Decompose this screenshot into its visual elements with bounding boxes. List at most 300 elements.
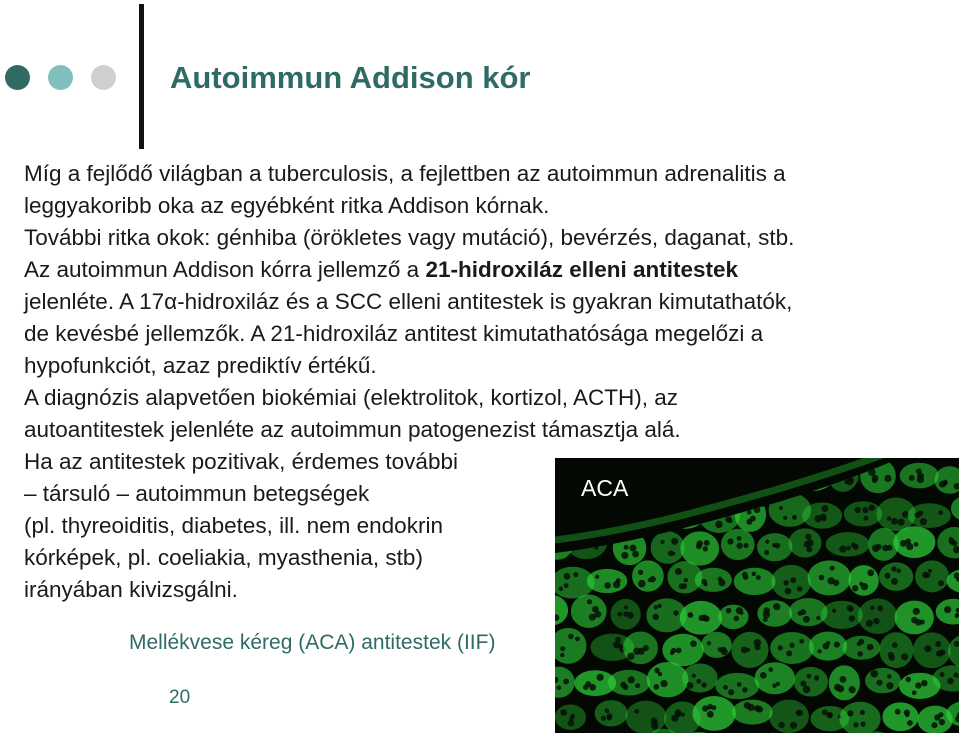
cell-nucleus xyxy=(886,545,892,551)
cell-nucleus xyxy=(800,681,806,687)
cell-cluster xyxy=(880,633,912,667)
cell-nucleus xyxy=(852,585,858,591)
cell-nucleus xyxy=(728,689,734,695)
cell-nucleus xyxy=(867,644,874,651)
cell-nucleus xyxy=(736,543,742,549)
body-text-segment: A diagnózis alapvetően biokémiai (elektrolitok, kortizol, ACTH), az xyxy=(24,385,679,410)
cell-nucleus xyxy=(637,504,641,508)
cell-nucleus xyxy=(763,617,768,622)
body-line xyxy=(24,254,944,286)
cell-nucleus xyxy=(876,680,882,686)
cell-nucleus xyxy=(696,679,701,684)
cell-nucleus xyxy=(834,641,840,647)
cell-nucleus xyxy=(935,641,941,647)
cell-nucleus xyxy=(805,534,811,540)
cell-nucleus xyxy=(859,582,863,586)
cell-nucleus xyxy=(798,611,803,616)
cell-nucleus xyxy=(920,518,927,525)
cell-nucleus xyxy=(940,672,945,677)
cell-nucleus xyxy=(566,499,570,503)
cell-nucleus xyxy=(627,612,634,619)
cell-nucleus xyxy=(931,722,937,728)
body-text-segment: de kevésbé jellemzők. A 21-hidroxiláz antitest kimutathatósága megelőzi a xyxy=(24,321,764,346)
cell-nucleus xyxy=(568,499,573,504)
cell-nucleus xyxy=(653,684,659,690)
cell-nucleus xyxy=(766,469,773,476)
slide-title: Autoimmun Addison kór xyxy=(170,60,531,95)
cell-nucleus xyxy=(694,480,701,487)
cell-nucleus xyxy=(633,647,640,654)
body-line xyxy=(24,158,944,190)
cell-nucleus xyxy=(560,646,565,651)
cell-nucleus xyxy=(648,504,653,509)
cell-nucleus xyxy=(803,686,811,694)
cell-nucleus xyxy=(728,519,733,524)
cell-nucleus xyxy=(939,719,945,725)
cell-nucleus xyxy=(849,615,855,621)
cell-nucleus xyxy=(897,569,901,573)
cell-nucleus xyxy=(797,586,802,591)
cell-nucleus xyxy=(688,612,694,618)
cell-nucleus xyxy=(955,614,959,618)
cell-nucleus xyxy=(555,479,558,485)
cell-nucleus xyxy=(755,644,761,650)
image-caption: Mellékvese kéreg (ACA) antitestek (IIF) xyxy=(129,631,496,654)
cell-nucleus xyxy=(901,653,908,660)
cell-nucleus xyxy=(872,478,878,484)
cell-nucleus xyxy=(687,682,694,689)
cell-nucleus xyxy=(765,540,769,544)
cell-cluster xyxy=(822,602,862,628)
cell-nucleus xyxy=(743,575,748,580)
cell-nucleus xyxy=(912,690,917,695)
cell-nucleus xyxy=(589,684,596,691)
cell-cluster xyxy=(771,633,813,663)
cell-cluster xyxy=(683,463,718,493)
cell-cluster xyxy=(633,561,663,590)
cell-nucleus xyxy=(756,575,761,580)
body-text-segment: – társuló – autoimmun betegségek xyxy=(24,481,370,506)
cell-nucleus xyxy=(891,518,898,525)
cell-nucleus xyxy=(671,715,678,722)
cell-nucleus xyxy=(938,580,944,586)
body-text-segment: hypofunkciót, azaz prediktív értékű. xyxy=(24,353,377,378)
cell-nucleus xyxy=(559,587,563,591)
body-text-segment: További ritka okok: génhiba (örökletes vagy mutáció), bevérzés, daganat, stb. xyxy=(24,225,795,250)
cell-nucleus xyxy=(906,543,913,550)
cell-nucleus xyxy=(564,573,571,580)
cell-cluster xyxy=(719,606,747,628)
cell-nucleus xyxy=(839,546,846,553)
cell-cluster xyxy=(916,561,948,591)
cell-nucleus xyxy=(727,538,733,544)
cell-nucleus xyxy=(615,517,620,522)
cell-cluster xyxy=(693,697,734,730)
body-line xyxy=(24,414,944,446)
cell-nucleus xyxy=(873,618,879,624)
cell-nucleus xyxy=(817,649,822,654)
cell-nucleus xyxy=(860,721,865,726)
body-line xyxy=(24,382,944,414)
cell-nucleus xyxy=(642,511,648,517)
cell-nucleus xyxy=(854,507,860,513)
cell-cluster xyxy=(626,702,665,733)
cell-nucleus xyxy=(701,615,708,622)
cell-nucleus xyxy=(627,653,634,660)
cell-cluster xyxy=(555,528,572,559)
cell-nucleus xyxy=(660,680,667,687)
cell-nucleus xyxy=(907,720,913,726)
cell-nucleus xyxy=(822,505,829,512)
cell-nucleus xyxy=(721,648,728,655)
cell-nucleus xyxy=(690,640,697,647)
cell-nucleus xyxy=(898,519,905,526)
cell-nucleus xyxy=(924,645,931,652)
cell-nucleus xyxy=(857,651,863,657)
cell-nucleus xyxy=(736,607,743,614)
cell-nucleus xyxy=(711,705,716,710)
body-line xyxy=(24,222,944,254)
cell-cluster xyxy=(934,666,959,690)
cell-nucleus xyxy=(651,718,657,724)
cell-nucleus xyxy=(832,609,836,613)
body-line xyxy=(24,350,944,382)
cell-nucleus xyxy=(886,682,893,689)
cell-nucleus xyxy=(568,634,574,640)
decor-dot-grey xyxy=(91,65,116,90)
cell-nucleus xyxy=(573,572,578,577)
cell-nucleus xyxy=(741,647,748,654)
cell-nucleus xyxy=(653,614,659,620)
cell-nucleus xyxy=(778,722,784,728)
cell-nucleus xyxy=(670,651,674,655)
cell-nucleus xyxy=(707,711,714,718)
cell-nucleus xyxy=(592,606,599,613)
cell-nucleus xyxy=(732,464,739,471)
cell-nucleus xyxy=(718,579,725,586)
cell-nucleus xyxy=(715,521,723,529)
cell-nucleus xyxy=(638,570,643,575)
cell-nucleus xyxy=(615,637,621,643)
cell-nucleus xyxy=(628,676,635,683)
cell-nucleus xyxy=(778,645,783,650)
cell-nucleus xyxy=(760,672,767,679)
body-text-segment: Ha az antitestek pozitivak, érdemes további xyxy=(24,449,458,474)
cell-nucleus xyxy=(616,578,621,583)
cell-nucleus xyxy=(909,475,915,481)
cell-nucleus xyxy=(820,513,827,520)
cell-nucleus xyxy=(863,516,868,521)
cell-cluster xyxy=(840,703,879,733)
cell-nucleus xyxy=(696,479,701,484)
body-text-segment: jelenléte. A 17α-hidroxiláz és a SCC elleni antitestek is gyakran kimutathatók, xyxy=(24,289,793,314)
cell-nucleus xyxy=(624,605,628,609)
cell-nucleus xyxy=(768,667,773,672)
cell-nucleus xyxy=(816,616,820,620)
cell-nucleus xyxy=(634,709,639,714)
cell-nucleus xyxy=(563,506,570,513)
cell-nucleus xyxy=(773,603,780,610)
page-number: 20 xyxy=(169,687,191,708)
cell-nucleus xyxy=(952,541,958,547)
cell-cluster xyxy=(752,465,781,487)
cell-nucleus xyxy=(786,650,792,656)
cell-nucleus xyxy=(860,710,865,715)
cell-cluster xyxy=(720,458,749,492)
cell-nucleus xyxy=(877,606,883,612)
cell-nucleus xyxy=(891,566,896,571)
cell-cluster xyxy=(648,663,688,696)
cell-nucleus xyxy=(840,676,847,683)
cell-nucleus xyxy=(797,710,803,716)
title-divider xyxy=(139,4,144,149)
cell-nucleus xyxy=(723,685,728,690)
cell-cluster xyxy=(869,529,897,560)
cell-nucleus xyxy=(834,684,841,691)
cell-cluster xyxy=(949,635,959,668)
cell-nucleus xyxy=(803,616,810,623)
cell-nucleus xyxy=(594,546,598,550)
cell-nucleus xyxy=(887,516,892,521)
cell-nucleus xyxy=(635,683,640,688)
cell-nucleus xyxy=(819,575,825,581)
body-text-segment: autoantitestek jelenléte az autoimmun patogenezist támasztja alá. xyxy=(24,417,681,442)
cell-nucleus xyxy=(656,473,661,478)
body-line xyxy=(24,318,944,350)
cell-nucleus xyxy=(692,674,696,678)
cell-cluster xyxy=(641,465,682,493)
cell-nucleus xyxy=(605,708,610,713)
cell-cluster xyxy=(663,635,702,665)
cell-nucleus xyxy=(905,713,910,718)
cell-nucleus xyxy=(764,550,769,555)
cell-nucleus xyxy=(869,504,875,510)
cell-nucleus xyxy=(654,605,658,609)
cell-nucleus xyxy=(852,544,858,550)
cell-nucleus xyxy=(752,572,756,576)
cell-nucleus xyxy=(928,569,932,573)
cell-nucleus xyxy=(702,705,708,711)
cell-nucleus xyxy=(607,713,613,719)
cell-nucleus xyxy=(900,540,907,547)
body-line xyxy=(24,286,944,318)
cell-nucleus xyxy=(939,481,946,488)
cell-nucleus xyxy=(835,475,842,482)
cell-nucleus xyxy=(747,510,752,515)
cell-nucleus xyxy=(629,467,634,472)
cell-nucleus xyxy=(638,580,646,588)
cell-nucleus xyxy=(734,616,739,621)
cell-nucleus xyxy=(870,606,874,610)
cell-nucleus xyxy=(704,540,710,546)
cell-nucleus xyxy=(779,506,783,510)
cell-nucleus xyxy=(671,551,675,555)
cell-nucleus xyxy=(925,573,930,578)
cell-nucleus xyxy=(601,716,606,721)
cell-nucleus xyxy=(739,478,744,483)
cell-nucleus xyxy=(734,465,740,471)
cell-cluster xyxy=(859,599,896,632)
cell-nucleus xyxy=(617,612,622,617)
cell-cluster xyxy=(845,502,881,525)
cell-nucleus xyxy=(658,604,662,608)
cell-nucleus xyxy=(679,583,685,589)
cell-nucleus xyxy=(703,546,708,551)
cell-nucleus xyxy=(604,582,611,589)
body-line xyxy=(24,190,944,222)
cell-nucleus xyxy=(776,682,780,686)
cell-nucleus xyxy=(564,583,569,588)
cell-nucleus xyxy=(790,577,796,583)
cell-nucleus xyxy=(857,642,861,646)
cell-nucleus xyxy=(848,477,854,483)
cell-cluster xyxy=(696,569,731,591)
cell-nucleus xyxy=(743,543,748,548)
cell-nucleus xyxy=(726,608,732,614)
decor-dot-teal xyxy=(48,65,73,90)
cell-nucleus xyxy=(648,578,653,583)
decor-dot-dark xyxy=(5,65,30,90)
cell-cluster xyxy=(716,674,758,698)
cell-nucleus xyxy=(939,649,945,655)
cell-nucleus xyxy=(597,674,604,681)
cell-nucleus xyxy=(657,474,663,480)
cell-nucleus xyxy=(846,546,851,551)
cell-nucleus xyxy=(849,686,856,693)
cell-nucleus xyxy=(828,714,832,718)
cell-nucleus xyxy=(783,580,788,585)
cell-nucleus xyxy=(560,709,567,716)
cell-cluster xyxy=(555,469,566,494)
cell-cluster xyxy=(883,703,917,730)
cell-nucleus xyxy=(867,569,874,576)
cell-nucleus xyxy=(953,672,958,677)
cell-nucleus xyxy=(887,674,891,678)
cell-nucleus xyxy=(892,642,898,648)
cell-cluster xyxy=(596,701,627,725)
cell-nucleus xyxy=(737,480,744,487)
cell-nucleus xyxy=(612,513,617,518)
cell-nucleus xyxy=(747,704,754,711)
cell-nucleus xyxy=(575,636,580,641)
cell-nucleus xyxy=(746,519,752,525)
cell-nucleus xyxy=(921,680,928,687)
cell-cluster xyxy=(830,666,859,699)
cell-nucleus xyxy=(848,606,854,612)
cell-nucleus xyxy=(557,685,562,690)
body-text-segment: irányában kivizsgálni. xyxy=(24,577,238,602)
cell-cluster xyxy=(795,668,827,696)
cell-nucleus xyxy=(707,641,711,645)
cell-nucleus xyxy=(620,682,626,688)
cell-nucleus xyxy=(568,720,575,727)
cell-nucleus xyxy=(560,653,564,657)
cell-nucleus xyxy=(693,516,699,522)
cell-nucleus xyxy=(676,648,682,654)
cell-nucleus xyxy=(661,471,668,478)
cell-nucleus xyxy=(756,706,763,713)
cell-cluster xyxy=(609,671,649,695)
cell-nucleus xyxy=(703,582,707,586)
cell-nucleus xyxy=(595,575,599,579)
cell-nucleus xyxy=(871,670,879,678)
body-text-segment: Az autoimmun Addison kórra jellemző a xyxy=(24,257,426,282)
cell-nucleus xyxy=(862,507,868,513)
cell-nucleus xyxy=(884,573,890,579)
cell-nucleus xyxy=(947,678,954,685)
cell-nucleus xyxy=(806,546,812,552)
cell-cluster xyxy=(827,533,869,555)
cell-nucleus xyxy=(917,472,924,479)
cell-nucleus xyxy=(789,643,794,648)
cell-nucleus xyxy=(758,471,765,478)
cell-nucleus xyxy=(673,610,678,615)
cell-nucleus xyxy=(868,468,876,476)
cell-nucleus xyxy=(895,709,901,715)
body-emphasis: 21-hidroxiláz elleni antitestek xyxy=(425,257,739,282)
cell-nucleus xyxy=(792,515,797,520)
cell-nucleus xyxy=(814,675,819,680)
cell-nucleus xyxy=(790,722,797,729)
cell-nucleus xyxy=(866,620,873,627)
cell-nucleus xyxy=(807,674,812,679)
cell-nucleus xyxy=(830,566,835,571)
cell-nucleus xyxy=(742,687,747,692)
body-text-segment: leggyakoribb oka az egyébként ritka Addison kórnak. xyxy=(24,193,550,218)
cell-nucleus xyxy=(737,536,742,541)
cell-nucleus xyxy=(657,482,663,488)
cell-nucleus xyxy=(911,617,918,624)
cell-nucleus xyxy=(570,714,575,719)
cell-cluster xyxy=(756,663,794,693)
cell-cluster xyxy=(652,532,684,563)
cell-nucleus xyxy=(754,507,760,513)
cell-nucleus xyxy=(876,544,882,550)
cell-cluster xyxy=(770,701,808,732)
cell-nucleus xyxy=(757,474,761,478)
cell-nucleus xyxy=(737,682,742,687)
cell-nucleus xyxy=(917,510,923,516)
body-text-segment: Míg a fejlődő világban a tuberculosis, a fejlettben az autoimmun adrenalitis a xyxy=(24,161,786,186)
aca-iif-micrograph xyxy=(555,458,959,733)
cell-nucleus xyxy=(624,545,629,550)
cell-nucleus xyxy=(822,709,828,715)
cell-nucleus xyxy=(621,552,628,559)
cell-nucleus xyxy=(853,722,858,727)
cell-nucleus xyxy=(888,652,894,658)
cell-nucleus xyxy=(891,578,898,585)
cell-nucleus xyxy=(847,710,853,716)
cell-nucleus xyxy=(807,539,814,546)
cell-nucleus xyxy=(884,475,891,482)
aca-label: ACA xyxy=(581,475,629,501)
cell-nucleus xyxy=(934,714,940,720)
cell-nucleus xyxy=(823,643,830,650)
cell-nucleus xyxy=(563,679,569,685)
cell-nucleus xyxy=(638,505,643,510)
cell-nucleus xyxy=(697,540,704,547)
cell-nucleus xyxy=(944,606,951,613)
cell-nucleus xyxy=(701,682,706,687)
cell-nucleus xyxy=(833,580,839,586)
body-text-segment: kórképek, pl. coeliakia, myasthenia, stb) xyxy=(24,545,423,570)
cell-nucleus xyxy=(759,476,765,482)
cell-nucleus xyxy=(700,473,705,478)
cell-nucleus xyxy=(914,542,919,547)
cell-nucleus xyxy=(775,543,781,549)
cell-cluster xyxy=(952,497,959,520)
cell-nucleus xyxy=(654,668,660,674)
